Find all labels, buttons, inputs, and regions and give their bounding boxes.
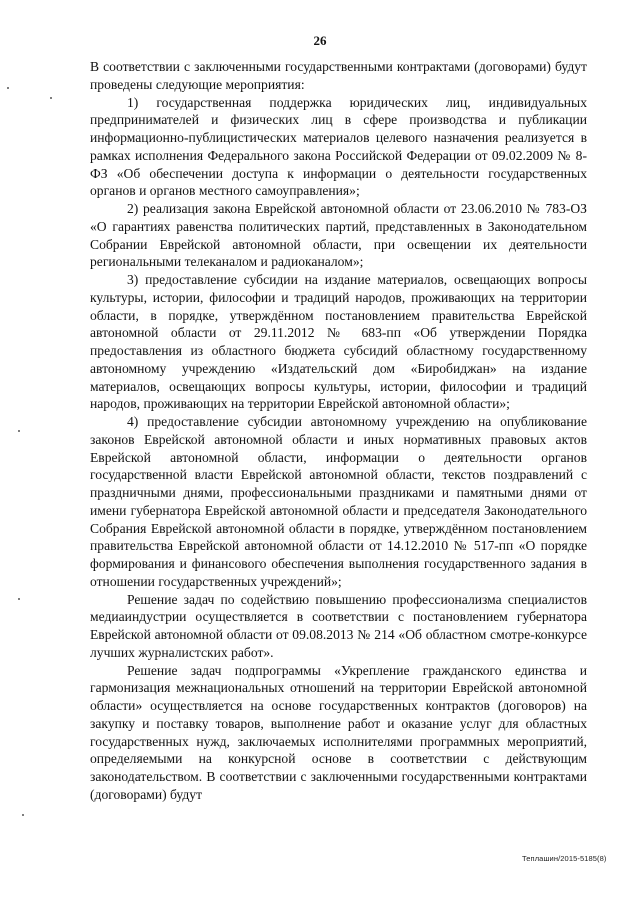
scan-speck — [22, 814, 24, 816]
paragraph-item-1: 1) государственная поддержка юридических лиц, индивидуальных предпринимателей и физических лиц в сфере производства и публикации информационно-публицистических материалов целевого назначения реализуется в рамках исполнения Федерального закона Российской Федерации от 09.02.2009 № 8-ФЗ «Об обеспечении доступа к информации о деятельности государственных органов и органов местного самоуправления»; — [90, 94, 587, 199]
page-number: 26 — [313, 33, 327, 48]
paragraph-item-2: 2) реализация закона Еврейской автономной области от 23.06.2010 № 783-ОЗ «О гарантиях равенства политических партий, представленных в Законодательном Собрании Еврейской автономной области, при освещении их деятельности региональными телеканалом и радиоканалом»; — [90, 201, 587, 270]
paragraph-professionalism: Решение задач по содействию повышению профессионализма специалистов медиаиндустрии осуществляется в соответствии с постановлением губернатора Еврейской автономной области от 09.08.2013 № 214 «Об областном смотре-конкурсе лучших журналистских работ». — [90, 591, 587, 660]
paragraph-intro: В соответствии с заключенными государственными контрактами (договорами) будут проведены следующие мероприятия: — [90, 59, 587, 92]
scan-speck — [7, 87, 9, 89]
paragraph-item-3: 3) предоставление субсидии на издание материалов, освещающих вопросы культуры, истории, философии и традиций народов, проживающих на территории области, в порядке, утверждённом постановлением правительства Еврейской автономной области от 29.11.2012 № 683-пп «Об утверждении Порядка предоставления из областного бюджета субсидий областному государственному автономному учреждению «Издательский дом «Биробиджан» на издание материалов, освещающих вопросы культуры, истории, философии и традиций народов, проживающих на территории Еврейской автономной области»; — [90, 272, 587, 412]
paragraph-item-4: 4) предоставление субсидии автономному учреждению на опубликование законов Еврейской автономной области и иных нормативных правовых актов Еврейской автономной области, информации о деятельности органов государственной власти Еврейской автономной области, текстов поздравлений с праздничными днями, профессиональными праздниками и памятными днями от имени губернатора Еврейской автономной области и председателя Законодательного Собрания Еврейской автономной области в порядке, утверждённом постановлением правительства Еврейской автономной области от 14.12.2010 № 517-пп «О порядке формирования и финансового обеспечения выполнения государственного задания в отношении государственных учреждений»; — [90, 414, 587, 589]
scan-speck — [18, 430, 20, 432]
document-body — [90, 58, 587, 804]
scan-speck — [18, 598, 20, 600]
scan-speck — [50, 97, 52, 99]
footer-code: Теплашин/2015-5185(8) — [522, 854, 607, 863]
paragraph-subprogram: Решение задач подпрограммы «Укрепление гражданского единства и гармонизация межнациональных отношений на территории Еврейской автономной области» осуществляется на основе государственных контрактов (договоров) на закупку и поставку товаров, выполнение работ и оказание услуг для областных государственных нужд, заключаемых исполнителями программных мероприятий, определяемыми на конкурсной основе в соответствии с действующим законодательством. В соответствии с заключенными государственными контрактами (договорами) будут — [90, 662, 587, 802]
